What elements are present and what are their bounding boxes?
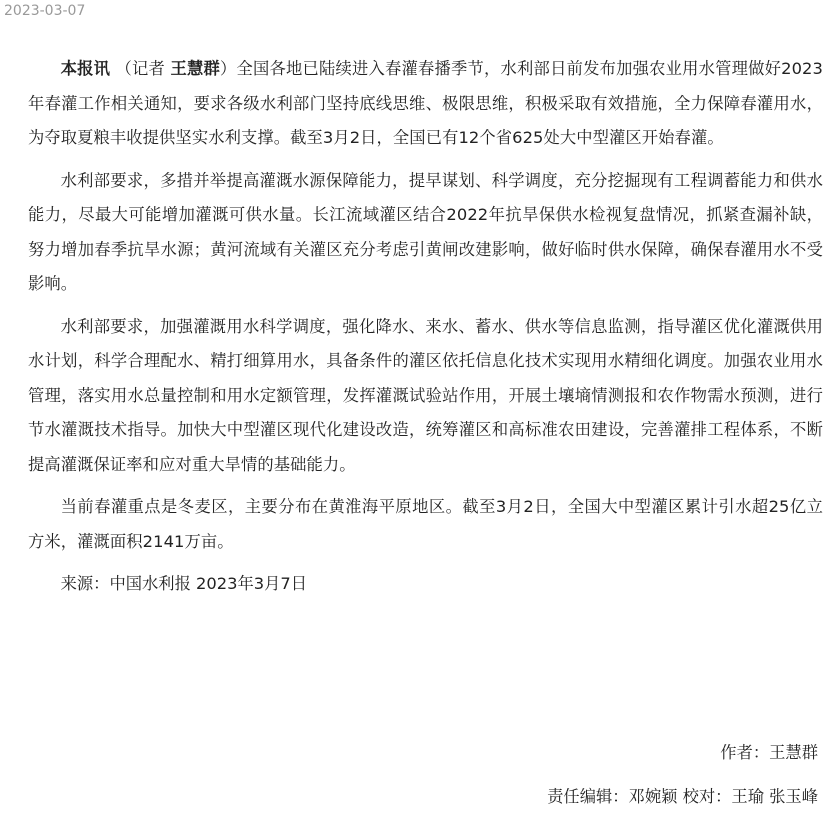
article-body <box>28 52 823 602</box>
article-paragraph-2: 水利部要求，多措并举提高灌溉水源保障能力，提早谋划、科学调度，充分挖掘现有工程调蓄能力和供水能力，尽最大可能增加灌溉可供水量。长江流域灌区结合2022年抗旱保供水检视复盘情况，抓紧查漏补缺，努力增加春季抗旱水源；黄河流域有关灌区充分考虑引黄闸改建影响，做好临时供水保障，确保春灌用水不受影响。 <box>28 170 823 293</box>
reporter-open: （记者 <box>115 59 166 78</box>
reporter-name: 王慧群 <box>170 59 220 78</box>
article-paragraph-4: 当前春灌重点是冬麦区，主要分布在黄淮海平原地区。截至3月2日，全国大中型灌区累计引水超25亿立方米，灌溉面积2141万亩。 <box>28 497 823 551</box>
author-credit: 作者：王慧群 <box>720 743 818 762</box>
editor-credit: 责任编辑：邓婉颖 校对：王瑜 张玉峰 <box>547 787 818 806</box>
article-source: 来源：中国水利报 2023年3月7日 <box>60 574 308 593</box>
article-paragraph-3: 水利部要求，加强灌溉用水科学调度，强化降水、来水、蓄水、供水等信息监测，指导灌区优化灌溉供用水计划，科学合理配水、精打细算用水，具备条件的灌区依托信息化技术实现用水精细化调度。加强农业用水管理，落实用水总量控制和用水定额管理，发挥灌溉试验站作用，开展土壤墒情测报和农作物需水预测，进行节水灌溉技术指导。加快大中型灌区现代化建设改造，统筹灌区和高标准农田建设，完善灌排工程体系，不断提高灌溉保证率和应对重大旱情的基础能力。 <box>28 316 823 474</box>
publish-date: 2023-03-07 <box>4 3 86 19</box>
reporter-close: ） <box>219 59 237 78</box>
article-paragraph-1 <box>28 52 823 156</box>
paragraph-1-body: 全国各地已陆续进入春灌春播季节，水利部日前发布加强农业用水管理做好2023年春灌工作相关通知，要求各级水利部门坚持底线思维、极限思维，积极采取有效措施，全力保障春灌用水，为夺取夏粮丰收提供坚实水利支撑。截至3月2日，全国已有12个省625处大中型灌区开始春灌。 <box>28 59 823 147</box>
lead-label: 本报讯 <box>60 59 111 78</box>
